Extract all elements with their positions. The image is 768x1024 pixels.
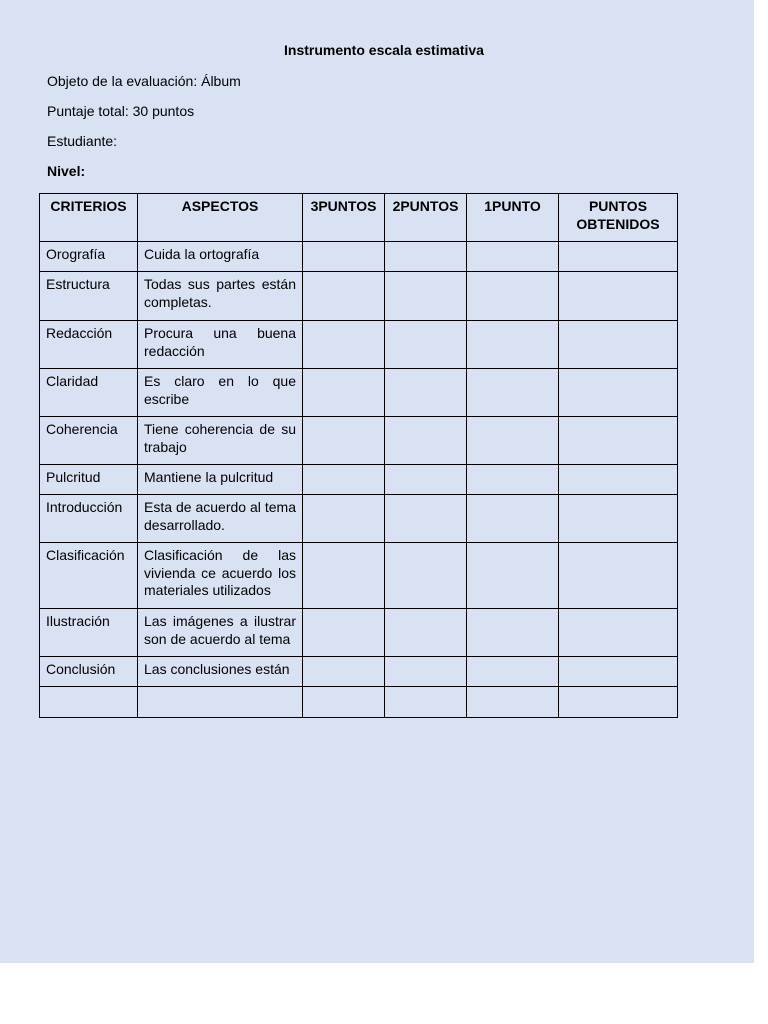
score-obtained-cell[interactable] — [559, 495, 678, 543]
score-1-cell[interactable] — [467, 417, 559, 465]
level-field: Nivel: — [47, 163, 86, 179]
evaluation-object: Objeto de la evaluación: Álbum — [47, 73, 241, 89]
score-1-cell[interactable] — [467, 369, 559, 417]
score-3-cell[interactable] — [303, 495, 385, 543]
score-1-cell[interactable] — [467, 687, 559, 718]
aspecto-cell: Clasificación de las vivienda ce acuerdo los materiales utilizados — [138, 543, 303, 609]
aspecto-cell: Las conclusiones están — [138, 657, 303, 687]
score-1-cell[interactable] — [467, 657, 559, 687]
score-2-cell[interactable] — [385, 417, 467, 465]
aspecto-cell: Todas sus partes están completas. — [138, 272, 303, 321]
score-2-cell[interactable] — [385, 609, 467, 657]
table-row — [40, 657, 678, 687]
score-obtained-cell[interactable] — [559, 687, 678, 718]
score-obtained-cell[interactable] — [559, 417, 678, 465]
score-2-cell[interactable] — [385, 321, 467, 369]
score-3-cell[interactable] — [303, 417, 385, 465]
criterio-cell: Estructura — [40, 272, 138, 321]
aspecto-cell: Tiene coherencia de su trabajo — [138, 417, 303, 465]
aspecto-cell: Es claro en lo que escribe — [138, 369, 303, 417]
score-1-cell[interactable] — [467, 543, 559, 609]
score-obtained-cell[interactable] — [559, 543, 678, 609]
score-obtained-cell[interactable] — [559, 609, 678, 657]
table-row — [40, 609, 678, 657]
criterio-cell — [40, 687, 138, 718]
aspecto-cell: Mantiene la pulcritud — [138, 465, 303, 495]
criterio-cell: Pulcritud — [40, 465, 138, 495]
table-row — [40, 543, 678, 609]
score-3-cell[interactable] — [303, 657, 385, 687]
table-row — [40, 272, 678, 321]
score-2-cell[interactable] — [385, 242, 467, 272]
header-3puntos: 3PUNTOS — [303, 194, 385, 242]
score-1-cell[interactable] — [467, 609, 559, 657]
score-obtained-cell[interactable] — [559, 242, 678, 272]
score-2-cell[interactable] — [385, 687, 467, 718]
table-row — [40, 417, 678, 465]
table-row — [40, 369, 678, 417]
table-header-row — [40, 194, 678, 242]
score-3-cell[interactable] — [303, 272, 385, 321]
score-1-cell[interactable] — [467, 242, 559, 272]
score-2-cell[interactable] — [385, 657, 467, 687]
score-1-cell[interactable] — [467, 495, 559, 543]
table-row — [40, 242, 678, 272]
criterio-cell: Claridad — [40, 369, 138, 417]
table-row — [40, 495, 678, 543]
score-3-cell[interactable] — [303, 465, 385, 495]
score-obtained-cell[interactable] — [559, 657, 678, 687]
score-3-cell[interactable] — [303, 609, 385, 657]
score-3-cell[interactable] — [303, 321, 385, 369]
score-obtained-cell[interactable] — [559, 272, 678, 321]
aspecto-cell: Esta de acuerdo al tema desarrollado. — [138, 495, 303, 543]
header-2puntos: 2PUNTOS — [385, 194, 467, 242]
score-2-cell[interactable] — [385, 465, 467, 495]
total-score: Puntaje total: 30 puntos — [47, 103, 195, 119]
criterio-cell: Orografía — [40, 242, 138, 272]
score-obtained-cell[interactable] — [559, 369, 678, 417]
score-obtained-cell[interactable] — [559, 321, 678, 369]
criterio-cell: Coherencia — [40, 417, 138, 465]
score-3-cell[interactable] — [303, 242, 385, 272]
score-2-cell[interactable] — [385, 495, 467, 543]
criterio-cell: Redacción — [40, 321, 138, 369]
aspecto-cell: Procura una buena redacción — [138, 321, 303, 369]
header-aspectos: ASPECTOS — [138, 194, 303, 242]
score-2-cell[interactable] — [385, 543, 467, 609]
score-obtained-cell[interactable] — [559, 465, 678, 495]
criterio-cell: Introducción — [40, 495, 138, 543]
header-1punto: 1PUNTO — [467, 194, 559, 242]
score-1-cell[interactable] — [467, 465, 559, 495]
score-2-cell[interactable] — [385, 369, 467, 417]
aspecto-cell — [138, 687, 303, 718]
student-field: Estudiante: — [47, 133, 118, 149]
header-puntos-obtenidos: PUNTOS OBTENIDOS — [559, 194, 678, 242]
score-3-cell[interactable] — [303, 543, 385, 609]
score-1-cell[interactable] — [467, 321, 559, 369]
document-title: Instrumento escala estimativa — [284, 42, 484, 58]
score-1-cell[interactable] — [467, 272, 559, 321]
criterio-cell: Conclusión — [40, 657, 138, 687]
table-row — [40, 687, 678, 718]
aspecto-cell: Cuida la ortografía — [138, 242, 303, 272]
criterio-cell: Ilustración — [40, 609, 138, 657]
header-criterios: CRITERIOS — [40, 194, 138, 242]
aspecto-cell: Las imágenes a ilustrar son de acuerdo al tema — [138, 609, 303, 657]
criterio-cell: Clasificación — [40, 543, 138, 609]
score-3-cell[interactable] — [303, 687, 385, 718]
rubric-table — [39, 193, 678, 718]
table-row — [40, 321, 678, 369]
score-3-cell[interactable] — [303, 369, 385, 417]
table-row — [40, 465, 678, 495]
score-2-cell[interactable] — [385, 272, 467, 321]
